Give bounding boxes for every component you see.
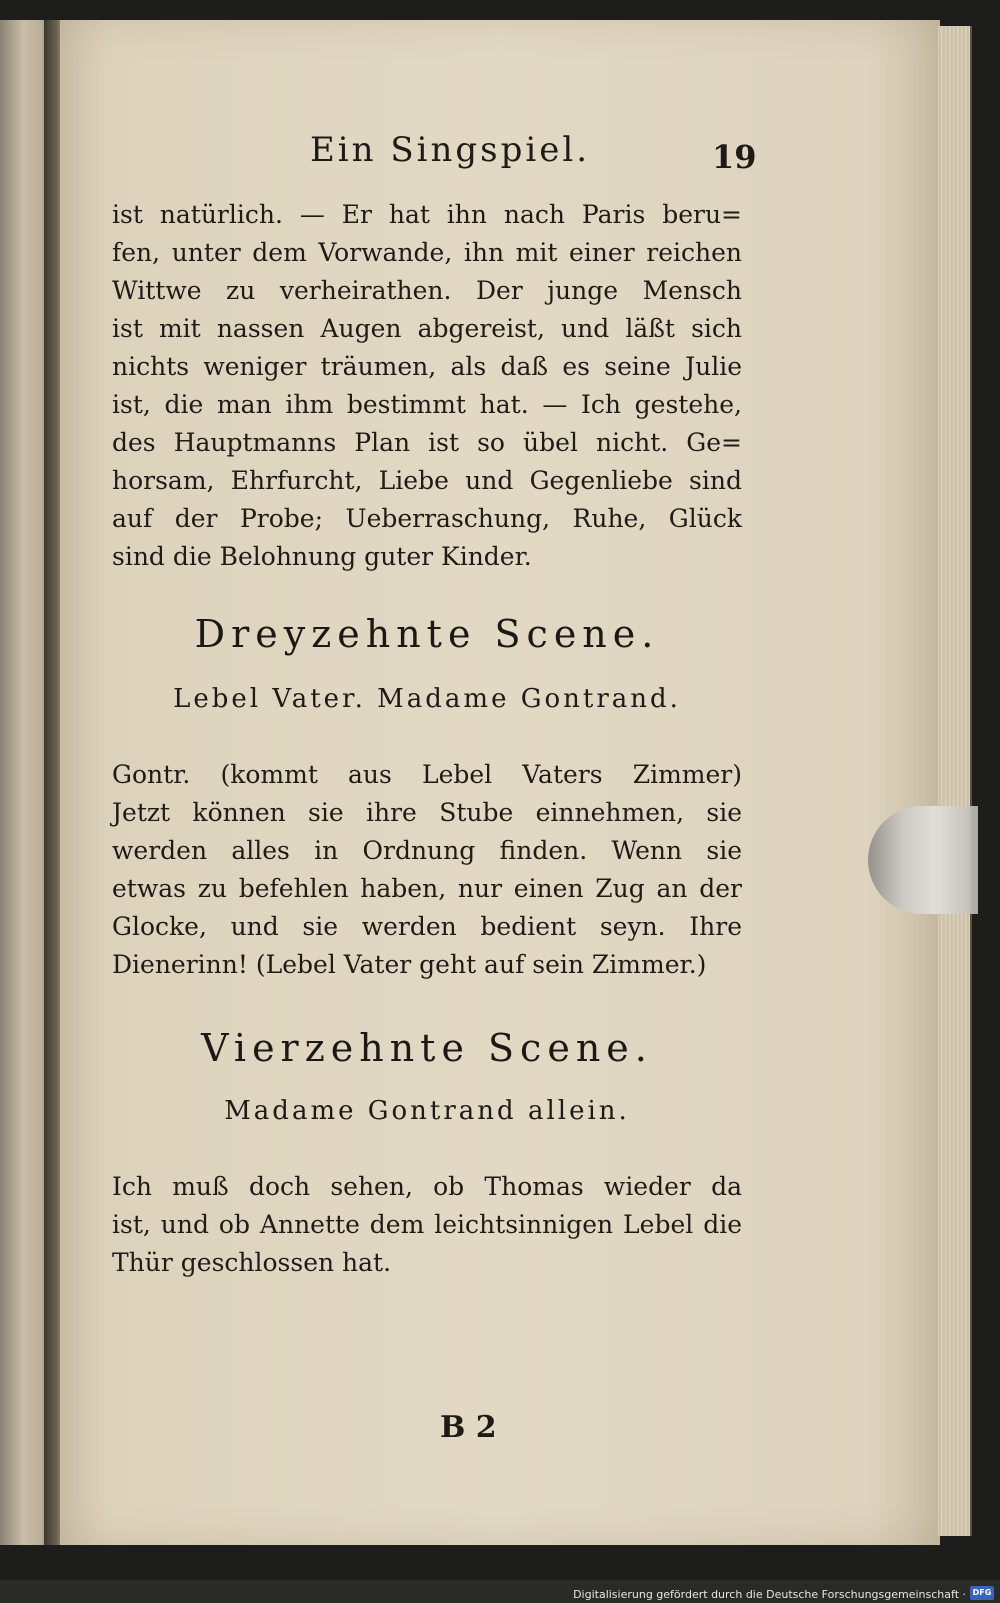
paragraph-3	[112, 1168, 742, 1282]
text-line: ist, die man ihm bestimmt hat. — Ich gestehe,	[112, 390, 742, 419]
text-line: Glocke, und sie werden bedient seyn. Ihre	[112, 912, 742, 941]
text-line: Gontr. (kommt aus Lebel Vaters Zimmer)	[112, 760, 742, 789]
text-line: werden alles in Ordnung finden. Wenn sie	[112, 836, 742, 865]
text-line: Wittwe zu verheirathen. Der junge Mensch	[112, 276, 742, 305]
text-line: Dienerinn! (Lebel Vater geht auf sein Zimmer.)	[112, 950, 707, 979]
text-line: nichts weniger träumen, als daß es seine Julie	[112, 352, 742, 381]
text-line: Jetzt können sie ihre Stube einnehmen, sie	[112, 798, 742, 827]
paragraph-2	[112, 756, 742, 984]
text-line: ist, und ob Annette dem leichtsinnigen Lebel die	[112, 1210, 742, 1239]
running-head: Ein Singspiel.	[309, 130, 591, 170]
page-clip	[868, 806, 978, 914]
text-line: des Hauptmanns Plan ist so übel nicht. Ge=	[112, 428, 742, 457]
text-line: Thür geschlossen hat.	[112, 1248, 392, 1277]
page-number: 19	[712, 138, 757, 176]
text-line: Ich muß doch sehen, ob Thomas wieder da	[112, 1172, 742, 1201]
dfg-logo: DFG	[970, 1586, 994, 1600]
scene-14-title: Vierzehnte Scene.	[201, 1026, 653, 1070]
page-stack-edge	[938, 26, 972, 1536]
text-line: horsam, Ehrfurcht, Liebe und Gegenliebe sind	[112, 466, 742, 495]
paragraph-1	[112, 196, 742, 576]
text-line: sind die Belohnung guter Kinder.	[112, 542, 532, 571]
text-line: auf der Probe; Ueberraschung, Ruhe, Glück	[112, 504, 742, 533]
scene-13-title: Dreyzehnte Scene.	[194, 612, 660, 656]
signature-mark: B 2	[440, 1410, 497, 1445]
text-line: ist mit nassen Augen abgereist, und läßt sich	[112, 314, 742, 343]
scene-14-cast: Madame Gontrand allein.	[224, 1096, 630, 1126]
scene-13-cast: Lebel Vater. Madame Gontrand.	[173, 684, 681, 714]
digitization-credit: Digitalisierung gefördert durch die Deutsche Forschungsgemeinschaft ·	[573, 1588, 966, 1601]
text-line: etwas zu befehlen haben, nur einen Zug an der	[112, 874, 742, 903]
text-line: fen, unter dem Vorwande, ihn mit einer reichen	[112, 238, 742, 267]
text-line: ist natürlich. — Er hat ihn nach Paris beru=	[112, 200, 742, 229]
